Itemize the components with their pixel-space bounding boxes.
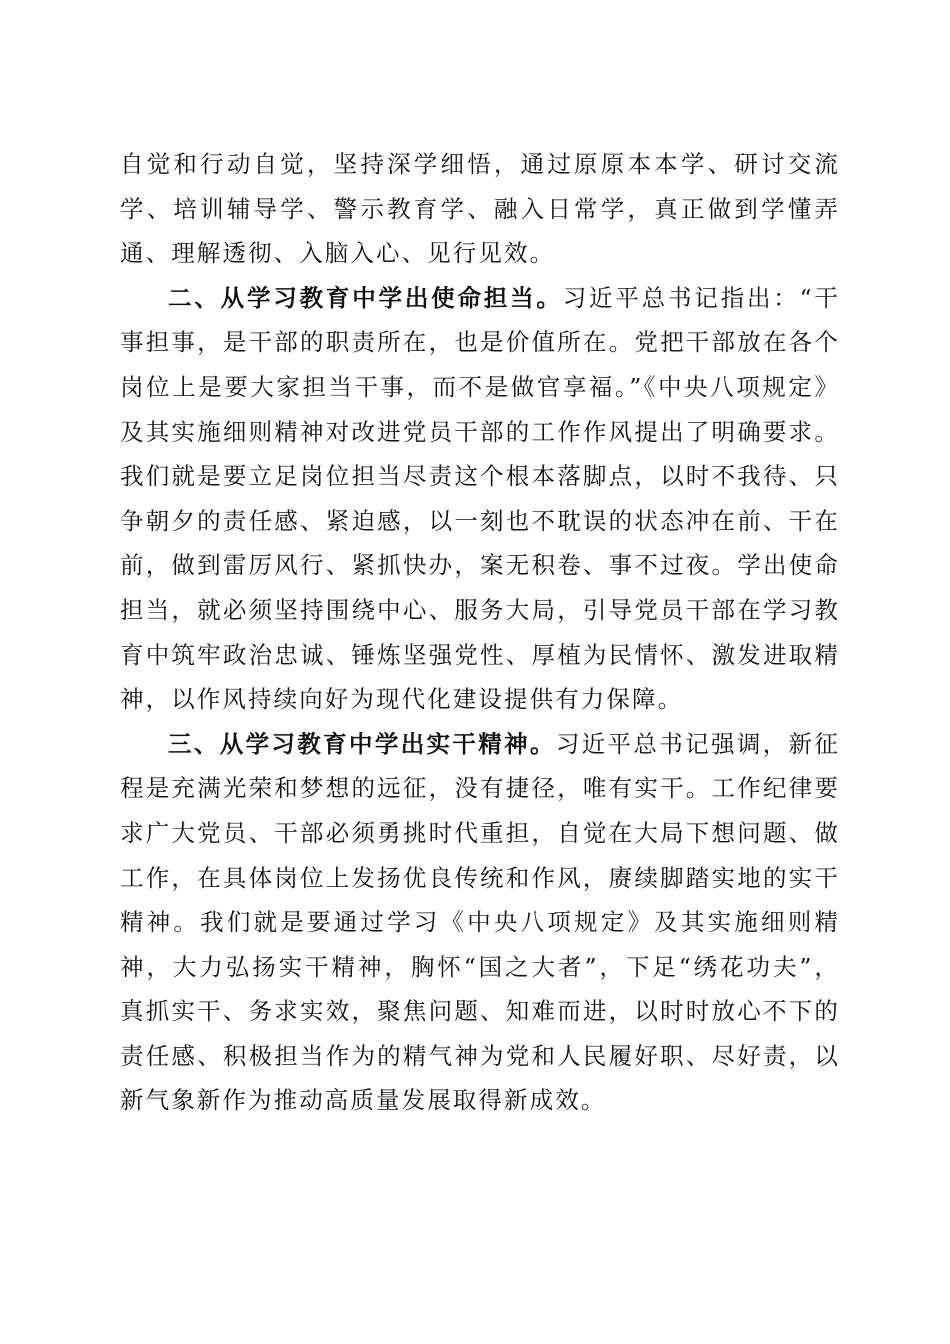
paragraph-section-two (120, 276, 840, 722)
paragraph-continuation (120, 142, 840, 276)
paragraph-text: 自觉和行动自觉，坚持深学细悟，通过原原本本学、研讨交流学、培训辅导学、警示教育学、融入日常学，真正做到学懂弄通、理解透彻、入脑入心、见行见效。 (120, 150, 840, 268)
document-body (120, 142, 840, 1123)
paragraph-text: 习近平总书记强调，新征程是充满光荣和梦想的远征，没有捷径，唯有实干。工作纪律要求广大党员、干部必须勇挑时代重担，自觉在大局下想问题、做工作，在具体岗位上发扬优良传统和作风，赓续脚踏实地的实干精神。我们就是要通过学习《中央八项规定》及其实施细则精神，大力弘扬实干精神，胸怀“国之大者”，下足“绣花功夫”，真抓实干、务求实效，聚焦问题、知难而进，以时时放心不下的责任感、积极担当作为的精气神为党和人民履好职、尽好责，以新气象新作为推动高质量发展取得新成效。 (120, 729, 840, 1115)
section-two-heading: 二、从学习教育中学出使命担当。 (168, 283, 563, 312)
paragraph-text: 习近平总书记指出：“干事担事，是干部的职责所在，也是价值所在。党把干部放在各个岗位上是要大家担当干事，而不是做官享福。”《中央八项规定》及其实施细则精神对改进党员干部的工作作风提出了明确要求。我们就是要立足岗位担当尽责这个根本落脚点，以时不我待、只争朝夕的责任感、紧迫感，以一刻也不耽误的状态冲在前、干在前，做到雷厉风行、紧抓快办，案无积卷、事不过夜。学出使命担当，就必须坚持围绕中心、服务大局，引导党员干部在学习教育中筑牢政治忠诚、锤炼坚强党性、厚植为民情怀、激发进取精神，以作风持续向好为现代化建设提供有力保障。 (120, 283, 840, 714)
paragraph-section-three (120, 722, 840, 1123)
section-three-heading: 三、从学习教育中学出实干精神。 (168, 729, 556, 758)
